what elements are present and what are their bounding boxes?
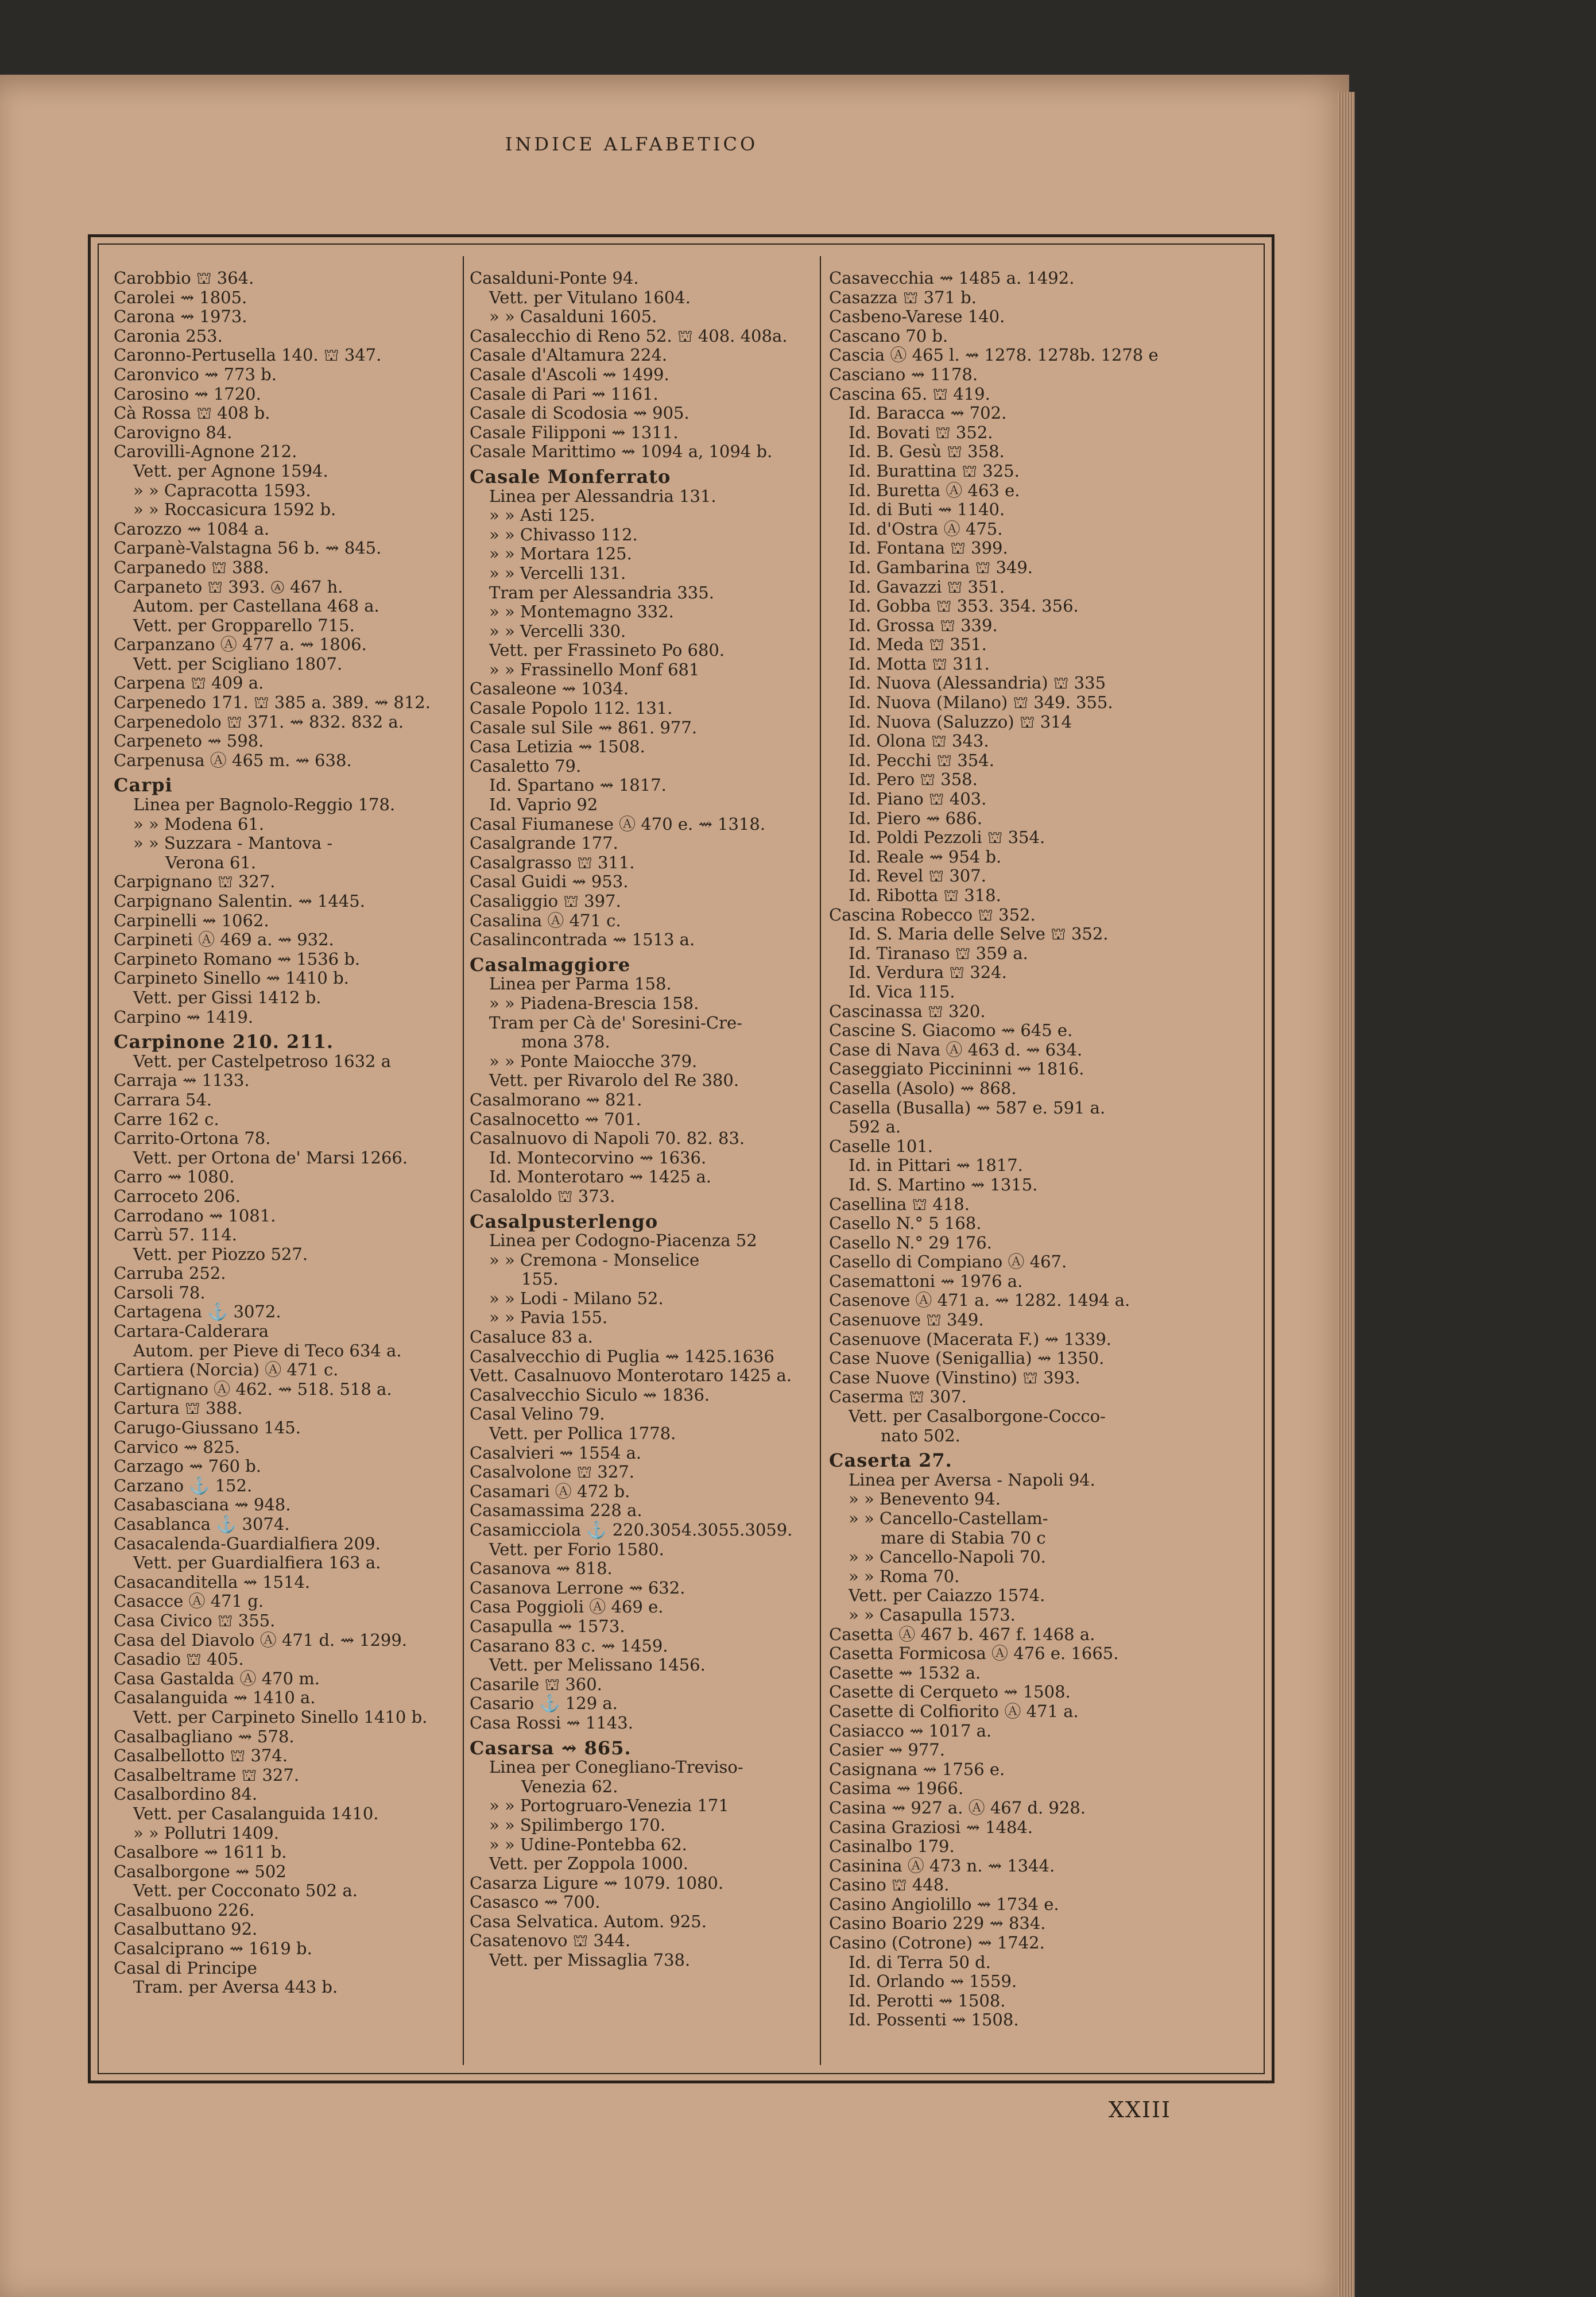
index-entry: Carpenusa Ⓐ 465 m. ⇝ 638. [114, 750, 352, 770]
index-entry: 592 a. [849, 1117, 901, 1137]
index-heading: Carpinone 210. 211. [114, 1031, 334, 1053]
index-entry: Carro ⇝ 1080. [114, 1167, 235, 1187]
index-entry: Cartagena ⚓ 3072. [114, 1302, 281, 1322]
index-entry: Casina ⇝ 927 a. Ⓐ 467 d. 928. [829, 1797, 1086, 1818]
index-entry: Casino (Cotrone) ⇝ 1742. [829, 1933, 1045, 1953]
index-entry: Case Nuove (Vinstino) ⛫ 393. [829, 1367, 1080, 1387]
index-entry: Casalanguida ⇝ 1410 a. [114, 1688, 316, 1708]
index-entry: Id. Nuova (Saluzzo) ⛫ 314 [849, 711, 1072, 732]
index-entry: 155. [521, 1269, 559, 1289]
index-entry: Casalbellotto ⛫ 374. [114, 1746, 288, 1766]
index-entry: Casal Velino 79. [470, 1404, 605, 1424]
index-entry: Cascia Ⓐ 465 l. ⇝ 1278. 1278b. 1278 e [829, 345, 1159, 365]
index-entry: Carpineto Romano ⇝ 1536 b. [114, 949, 361, 969]
index-entry: Vett. per Casalanguida 1410. [133, 1803, 379, 1823]
index-entry: » » Casalduni 1605. [489, 307, 657, 327]
index-entry: Casalborgone ⇝ 502 [114, 1861, 286, 1881]
index-entry: Carpineti Ⓐ 469 a. ⇝ 932. [114, 930, 334, 950]
index-entry: Carovilli-Agnone 212. [114, 442, 297, 462]
index-entry: Vett. per Rivarolo del Re 380. [489, 1070, 739, 1091]
index-entry: Casalvieri ⇝ 1554 a. [470, 1443, 642, 1463]
index-entry: Cascina Robecco ⛫ 352. [829, 904, 1036, 925]
column-divider [820, 256, 821, 2065]
index-entry: Carpaneto ⛫ 393. Ⓐ 467 h. [114, 577, 343, 597]
index-entry: » » Pavia 155. [489, 1308, 608, 1328]
index-entry: Carpeneto ⇝ 598. [114, 731, 264, 751]
index-entry: Carpignano Salentin. ⇝ 1445. [114, 891, 365, 911]
index-entry: Casalbuttano 92. [114, 1919, 258, 1939]
index-entry: Linea per Aversa - Napoli 94. [849, 1470, 1095, 1490]
index-heading: Casalpusterlengo [470, 1210, 658, 1232]
index-entry: Casamassima 228 a. [470, 1501, 642, 1521]
index-entry: Casella (Busalla) ⇝ 587 e. 591 a. [829, 1097, 1106, 1117]
index-entry: Casier ⇝ 977. [829, 1740, 945, 1760]
index-entry: Carrù 57. 114. [114, 1225, 238, 1245]
index-entry: Carolei ⇝ 1805. [114, 287, 247, 307]
index-entry: » » Cremona - Monselice [489, 1250, 700, 1270]
index-entry: » » Montemagno 332. [489, 602, 674, 622]
index-entry: Vett. per Casalborgone-Cocco- [849, 1406, 1106, 1426]
index-entry: Casello N.° 29 176. [829, 1232, 992, 1252]
index-entry: Id. Vica 115. [849, 981, 955, 1001]
index-entry: Carvico ⇝ 825. [114, 1437, 241, 1457]
index-entry: Id. Burattina ⛫ 325. [849, 461, 1020, 481]
index-entry: Casello N.° 5 168. [829, 1213, 982, 1233]
index-entry: Id. Buretta Ⓐ 463 e. [849, 480, 1020, 500]
index-entry: Id. Poldi Pezzoli ⛫ 354. [849, 827, 1045, 848]
index-entry: Casalduni-Ponte 94. [470, 269, 639, 288]
index-entry: Id. B. Gesù ⛫ 358. [849, 442, 1005, 462]
index-entry: Casalciprano ⇝ 1619 b. [114, 1939, 312, 1959]
index-entry: Casatenovo ⛫ 344. [470, 1931, 631, 1951]
index-entry: » » Lodi - Milano 52. [489, 1288, 664, 1308]
index-entry: Carona ⇝ 1973. [114, 307, 247, 327]
index-entry: Vett. per Missaglia 738. [489, 1950, 691, 1970]
index-entry: Casette ⇝ 1532 a. [829, 1662, 981, 1683]
index-entry: Vett. per Guardialfiera 163 a. [133, 1553, 381, 1573]
index-entry: Casa Letizia ⇝ 1508. [470, 737, 645, 757]
index-entry: Carzago ⇝ 760 b. [114, 1456, 262, 1476]
index-entry: Id. Gobba ⛫ 353. 354. 356. [849, 596, 1079, 616]
index-entry: Casella (Asolo) ⇝ 868. [829, 1078, 1017, 1098]
index-entry: Casciano ⇝ 1178. [829, 364, 978, 384]
index-entry: Carovigno 84. [114, 422, 233, 442]
page-edge [1338, 92, 1355, 2297]
index-entry: Casal Fiumanese Ⓐ 470 e. ⇝ 1318. [470, 814, 766, 834]
index-entry: » » Vercelli 330. [489, 621, 626, 641]
index-entry: Id. Montecorvino ⇝ 1636. [489, 1147, 707, 1167]
index-heading: Casalmaggiore [470, 953, 631, 976]
index-entry: Cascine S. Giacomo ⇝ 645 e. [829, 1020, 1073, 1041]
index-entry: Vett. Casalnuovo Monterotaro 1425 a. [470, 1366, 792, 1386]
index-entry: Carpino ⇝ 1419. [114, 1007, 254, 1027]
index-entry: Casellina ⛫ 418. [829, 1194, 970, 1214]
index-heading: Casale Monferrato [470, 465, 671, 488]
index-entry: » » Vercelli 131. [489, 563, 626, 583]
index-entry: Casalnuovo di Napoli 70. 82. 83. [470, 1128, 745, 1148]
index-entry: Id. Vaprio 92 [489, 795, 598, 815]
index-entry: Vett. per Frassineto Po 680. [489, 640, 725, 660]
index-entry: Vett. per Vitulano 1604. [489, 287, 691, 307]
index-entry: » » Pollutri 1409. [133, 1823, 279, 1843]
index-entry: Casasco ⇝ 700. [470, 1892, 601, 1912]
index-entry: » » Roma 70. [849, 1566, 960, 1586]
index-entry: Casenuove ⛫ 349. [829, 1310, 984, 1330]
index-entry: Casalina Ⓐ 471 c. [470, 910, 621, 930]
index-entry: Linea per Codogno-Piacenza 52 [489, 1231, 757, 1251]
index-entry: Cartura ⛫ 388. [114, 1398, 243, 1418]
index-entry: Carrara 54. [114, 1089, 212, 1109]
index-entry: Id. Monterotaro ⇝ 1425 a. [489, 1167, 711, 1187]
index-entry: Linea per Conegliano-Treviso- [489, 1757, 743, 1777]
index-entry: » » Suzzara - Mantova - [133, 833, 333, 853]
index-entry: Id. Gambarina ⛫ 349. [849, 557, 1033, 577]
index-entry: Id. Bovati ⛫ 352. [849, 422, 993, 442]
index-entry: Id. di Terra 50 d. [849, 1952, 991, 1972]
index-heading: Casarsa ⇝ 865. [470, 1737, 632, 1759]
index-entry: » » Casapulla 1573. [849, 1604, 1016, 1625]
index-entry: Verona 61. [165, 852, 257, 872]
index-entry: nato 502. [881, 1425, 960, 1445]
index-entry: Casalmorano ⇝ 821. [470, 1089, 642, 1109]
index-entry: Id. Reale ⇝ 954 b. [849, 846, 1002, 867]
index-entry: Case Nuove (Senigallia) ⇝ 1350. [829, 1348, 1105, 1368]
index-entry: Caserma ⛫ 307. [829, 1387, 967, 1407]
index-heading: Caserta 27. [829, 1449, 952, 1472]
index-entry: Casal Guidi ⇝ 953. [470, 872, 629, 892]
index-entry: Casabasciana ⇝ 948. [114, 1495, 291, 1515]
index-entry: Carugo-Giussano 145. [114, 1418, 301, 1438]
index-entry: » » Chivasso 112. [489, 524, 638, 544]
index-entry: Carrodano ⇝ 1081. [114, 1205, 276, 1225]
index-entry: Vett. per Forio 1580. [489, 1539, 664, 1559]
index-entry: Carzano ⚓ 152. [114, 1475, 253, 1495]
index-entry: Id. Tiranaso ⛫ 359 a. [849, 943, 1028, 963]
index-entry: Casanova Lerrone ⇝ 632. [470, 1577, 685, 1598]
index-entry: » » Portogruaro-Venezia 171 [489, 1796, 729, 1816]
index-entry: » » Udine-Pontebba 62. [489, 1834, 687, 1854]
index-entry: Vett. per Carpineto Sinello 1410 b. [133, 1707, 428, 1727]
index-entry: Casa Civico ⛫ 355. [114, 1610, 276, 1630]
index-entry: Linea per Parma 158. [489, 974, 672, 994]
index-entry: Id. Motta ⛫ 311. [849, 653, 990, 674]
index-entry: Tram per Alessandria 335. [489, 582, 714, 602]
index-entry: » » Mortara 125. [489, 544, 632, 564]
index-entry: mona 378. [521, 1032, 610, 1052]
index-entry: Casa del Diavolo Ⓐ 471 d. ⇝ 1299. [114, 1630, 408, 1650]
index-entry: Id. in Pittari ⇝ 1817. [849, 1155, 1023, 1175]
index-entry: Carobbio ⛫ 364. [114, 269, 254, 288]
index-entry: Id. S. Maria delle Selve ⛫ 352. [849, 924, 1109, 944]
index-entry: » » Capracotta 1593. [133, 480, 311, 500]
index-entry: Carpinelli ⇝ 1062. [114, 910, 269, 930]
index-entry: Id. Ribotta ⛫ 318. [849, 885, 1001, 905]
index-entry: Id. Pero ⛫ 358. [849, 769, 978, 790]
index-entry: Id. Grossa ⛫ 339. [849, 615, 998, 635]
index-entry: Casaletto 79. [470, 756, 582, 776]
index-entry: Id. Nuova (Alessandria) ⛫ 335 [849, 673, 1106, 693]
index-entry: Id. Nuova (Milano) ⛫ 349. 355. [849, 693, 1113, 713]
index-entry: Casale Popolo 112. 131. [470, 698, 673, 718]
index-entry: Casalnocetto ⇝ 701. [470, 1109, 641, 1129]
index-entry: Id. Possenti ⇝ 1508. [849, 2010, 1019, 2030]
index-entry: Autom. per Castellana 468 a. [133, 596, 379, 616]
index-entry: Carpineto Sinello ⇝ 1410 b. [114, 968, 349, 988]
index-entry: Id. di Buti ⇝ 1140. [849, 500, 1005, 520]
index-entry: » » Cancello-Castellam- [849, 1509, 1048, 1528]
index-entry: Vett. per Ortona de' Marsi 1266. [133, 1147, 408, 1167]
page-number: XXIII [1108, 2097, 1171, 2122]
index-entry: » » Piadena-Brescia 158. [489, 993, 699, 1013]
index-entry: Casale di Pari ⇝ 1161. [470, 384, 658, 404]
index-entry: Vett. per Cocconato 502 a. [133, 1881, 358, 1901]
column-divider [463, 256, 464, 2065]
index-entry: Carpanedo ⛫ 388. [114, 557, 269, 577]
index-entry: Casavecchia ⇝ 1485 a. 1492. [829, 269, 1075, 288]
index-entry: Id. Orlando ⇝ 1559. [849, 1971, 1017, 1991]
index-entry: Carsoli 78. [114, 1282, 206, 1302]
index-entry: Cascina 65. ⛫ 419. [829, 384, 990, 404]
index-entry: Casalbore ⇝ 1611 b. [114, 1842, 287, 1862]
index-entry: Casina Graziosi ⇝ 1484. [829, 1817, 1033, 1837]
index-entry: Casale Filipponi ⇝ 1311. [470, 422, 679, 442]
index-entry: Casa Gastalda Ⓐ 470 m. [114, 1668, 320, 1688]
index-entry: Casacalenda-Guardialfiera 209. [114, 1533, 381, 1553]
index-entry: Carruba 252. [114, 1263, 226, 1283]
index-entry: Casalbuono 226. [114, 1900, 255, 1920]
index-entry: Id. Verdura ⛫ 324. [849, 962, 1007, 983]
index-entry: Casinina Ⓐ 473 n. ⇝ 1344. [829, 1855, 1055, 1876]
index-entry: Vett. per Gropparello 715. [133, 615, 355, 635]
index-entry: Casenove Ⓐ 471 a. ⇝ 1282. 1494 a. [829, 1290, 1130, 1310]
index-entry: Caronvico ⇝ 773 b. [114, 364, 277, 384]
index-entry: Carpignano ⛫ 327. [114, 872, 276, 892]
index-entry: Casima ⇝ 1966. [829, 1778, 964, 1799]
index-entry: » » Frassinello Monf 681 [489, 659, 700, 679]
index-heading: Carpi [114, 774, 173, 796]
index-entry: Casiacco ⇝ 1017 a. [829, 1720, 992, 1741]
index-entry: Casignana ⇝ 1756 e. [829, 1759, 1005, 1779]
index-entry: mare di Stabia 70 c [881, 1528, 1046, 1548]
index-entry: Casal di Principe [114, 1958, 257, 1978]
index-entry: Cà Rossa ⛫ 408 b. [114, 403, 270, 423]
index-entry: Casaleone ⇝ 1034. [470, 679, 629, 699]
index-entry: Cascano 70 b. [829, 326, 948, 346]
index-entry: Caronia 253. [114, 326, 223, 346]
index-entry: Id. Piero ⇝ 686. [849, 808, 983, 828]
index-entry: Carraja ⇝ 1133. [114, 1070, 250, 1091]
index-entry: Id. Spartano ⇝ 1817. [489, 775, 667, 795]
index-entry: Id. S. Martino ⇝ 1315. [849, 1174, 1038, 1194]
index-entry: Tram. per Aversa 443 b. [133, 1977, 338, 1997]
index-entry: Id. Gavazzi ⛫ 351. [849, 577, 1005, 597]
index-entry: Id. Meda ⛫ 351. [849, 635, 987, 655]
index-entry: » » Spilimbergo 170. [489, 1815, 666, 1835]
index-entry: Casalincontrada ⇝ 1513 a. [470, 930, 695, 950]
index-entry: » » Modena 61. [133, 814, 265, 834]
index-entry: Cartiera (Norcia) Ⓐ 471 c. [114, 1360, 339, 1380]
index-entry: Casalvecchio Siculo ⇝ 1836. [470, 1385, 710, 1405]
index-entry: » » Benevento 94. [849, 1489, 1001, 1509]
index-entry: Cartara-Calderara [114, 1321, 269, 1341]
index-entry: Casenuove (Macerata F.) ⇝ 1339. [829, 1329, 1112, 1349]
index-entry: Casarza Ligure ⇝ 1079. 1080. [470, 1873, 724, 1893]
index-entry: Casalgrande 177. [470, 833, 618, 853]
index-entry: Vett. per Pollica 1778. [489, 1424, 676, 1444]
index-entry: Id. Baracca ⇝ 702. [849, 403, 1007, 423]
index-entry: Casadio ⛫ 405. [114, 1649, 244, 1669]
index-entry: Casario ⚓ 129 a. [470, 1693, 618, 1714]
index-entry: Linea per Alessandria 131. [489, 486, 716, 506]
index-entry: Case di Nava Ⓐ 463 d. ⇝ 634. [829, 1039, 1083, 1059]
index-entry: Casale d'Altamura 224. [470, 345, 668, 365]
index-entry: Casalvecchio di Puglia ⇝ 1425.1636 [470, 1346, 774, 1366]
page-header-title: INDICE ALFABETICO [505, 133, 758, 155]
index-entry: Casamari Ⓐ 472 b. [470, 1481, 630, 1501]
index-entry: Id. Perotti ⇝ 1508. [849, 1990, 1006, 2010]
index-entry: Casette di Colfiorito Ⓐ 471 a. [829, 1701, 1079, 1721]
index-entry: Vett. per Zoppola 1000. [489, 1854, 688, 1874]
index-entry: Id. Pecchi ⛫ 354. [849, 750, 994, 770]
index-entry: Casale d'Ascoli ⇝ 1499. [470, 364, 669, 384]
index-entry: Casino ⛫ 448. [829, 1875, 950, 1895]
index-entry: Carosino ⇝ 1720. [114, 384, 261, 404]
index-entry: Casapulla ⇝ 1573. [470, 1616, 625, 1636]
index-entry: Casazza ⛫ 371 b. [829, 287, 977, 307]
index-entry: Casalbeltrame ⛫ 327. [114, 1765, 300, 1785]
index-entry: Casemattoni ⇝ 1976 a. [829, 1271, 1023, 1291]
index-entry: Casa Rossi ⇝ 1143. [470, 1712, 633, 1733]
index-entry: Casanova ⇝ 818. [470, 1559, 613, 1579]
index-entry: Caronno-Pertusella 140. ⛫ 347. [114, 345, 382, 365]
index-entry: Carpanè-Valstagna 56 b. ⇝ 845. [114, 538, 382, 558]
index-entry: Casetta Formicosa Ⓐ 476 e. 1665. [829, 1644, 1119, 1664]
index-entry: Casamicciola ⚓ 220.3054.3055.3059. [470, 1520, 793, 1540]
index-entry: Casetta Ⓐ 467 b. 467 f. 1468 a. [829, 1624, 1095, 1644]
index-entry: Caseggiato Piccininni ⇝ 1816. [829, 1059, 1084, 1079]
index-entry: Casale Marittimo ⇝ 1094 a, 1094 b. [470, 442, 773, 462]
index-column-1 [114, 269, 458, 2060]
index-entry: Casalecchio di Reno 52. ⛫ 408. 408a. [470, 326, 788, 346]
index-entry: Casalbordino 84. [114, 1784, 258, 1804]
index-entry: Casacanditella ⇝ 1514. [114, 1572, 311, 1592]
index-entry: Casarile ⛫ 360. [470, 1674, 602, 1694]
index-entry: Id. d'Ostra Ⓐ 475. [849, 519, 1003, 539]
index-entry: Casalgrasso ⛫ 311. [470, 852, 635, 872]
index-entry: Casinalbo 179. [829, 1836, 955, 1857]
index-entry: Carpenedolo ⛫ 371. ⇝ 832. 832 a. [114, 711, 404, 732]
index-entry: Tram per Cà de' Soresini-Cre- [489, 1012, 742, 1033]
index-entry: Casette di Cerqueto ⇝ 1508. [829, 1682, 1071, 1702]
index-entry: Casino Angiolillo ⇝ 1734 e. [829, 1894, 1059, 1914]
index-entry: Casalvolone ⛫ 327. [470, 1462, 634, 1482]
index-entry: Casaloldo ⛫ 373. [470, 1186, 615, 1206]
index-entry: Casablanca ⚓ 3074. [114, 1514, 290, 1534]
index-entry: Carrito-Ortona 78. [114, 1128, 271, 1148]
index-entry: Vett. per Gissi 1412 b. [133, 987, 321, 1007]
index-entry: Carpenedo 171. ⛫ 385 a. 389. ⇝ 812. [114, 693, 431, 713]
index-entry: Casalbagliano ⇝ 578. [114, 1726, 295, 1746]
index-entry: » » Asti 125. [489, 505, 595, 525]
index-column-3 [829, 269, 1196, 2060]
index-entry: Cartignano Ⓐ 462. ⇝ 518. 518 a. [114, 1379, 392, 1399]
index-entry: Casino Boario 229 ⇝ 834. [829, 1913, 1046, 1933]
index-entry: Vett. per Melissano 1456. [489, 1655, 706, 1675]
index-entry: Casaliggio ⛫ 397. [470, 891, 621, 911]
index-entry: » » Roccasicura 1592 b. [133, 500, 336, 520]
index-entry: Vett. per Scigliano 1807. [133, 653, 343, 674]
index-entry: Casa Poggioli Ⓐ 469 e. [470, 1597, 664, 1617]
index-entry: Id. Piano ⛫ 403. [849, 789, 987, 809]
index-entry: Casbeno-Varese 140. [829, 307, 1005, 327]
index-entry: Casa Selvatica. Autom. 925. [470, 1911, 707, 1931]
index-entry: » » Cancello-Napoli 70. [849, 1547, 1046, 1567]
index-entry: Linea per Bagnolo-Reggio 178. [133, 795, 396, 815]
index-entry: Carpanzano Ⓐ 477 a. ⇝ 1806. [114, 635, 367, 655]
index-entry: Venezia 62. [521, 1776, 618, 1796]
index-entry: Casarano 83 c. ⇝ 1459. [470, 1635, 668, 1656]
index-entry: Carozzo ⇝ 1084 a. [114, 519, 270, 539]
index-entry: Casale di Scodosia ⇝ 905. [470, 403, 689, 423]
index-entry: Casello di Compiano Ⓐ 467. [829, 1252, 1067, 1272]
index-entry: Carroceto 206. [114, 1186, 241, 1206]
index-entry: » » Ponte Maiocche 379. [489, 1051, 698, 1071]
index-entry: Vett. per Castelpetroso 1632 a [133, 1051, 392, 1071]
index-entry: Carpena ⛫ 409 a. [114, 673, 264, 693]
index-column-2 [470, 269, 808, 2060]
index-entry: Vett. per Agnone 1594. [133, 461, 328, 481]
index-entry: Vett. per Caiazzo 1574. [849, 1586, 1045, 1606]
index-entry: Id. Revel ⛫ 307. [849, 866, 986, 886]
index-entry: Autom. per Pieve di Teco 634 a. [133, 1340, 402, 1360]
index-entry: Casacce Ⓐ 471 g. [114, 1591, 264, 1611]
index-entry: Vett. per Piozzo 527. [133, 1244, 308, 1264]
index-entry: Carre 162 c. [114, 1109, 219, 1129]
index-entry: Cascinassa ⛫ 320. [829, 1001, 986, 1021]
index-entry: Casaluce 83 a. [470, 1327, 593, 1347]
index-entry: Caselle 101. [829, 1136, 933, 1156]
index-entry: Id. Fontana ⛫ 399. [849, 538, 1008, 558]
index-entry: Id. Olona ⛫ 343. [849, 731, 989, 751]
index-entry: Casale sul Sile ⇝ 861. 977. [470, 717, 698, 737]
